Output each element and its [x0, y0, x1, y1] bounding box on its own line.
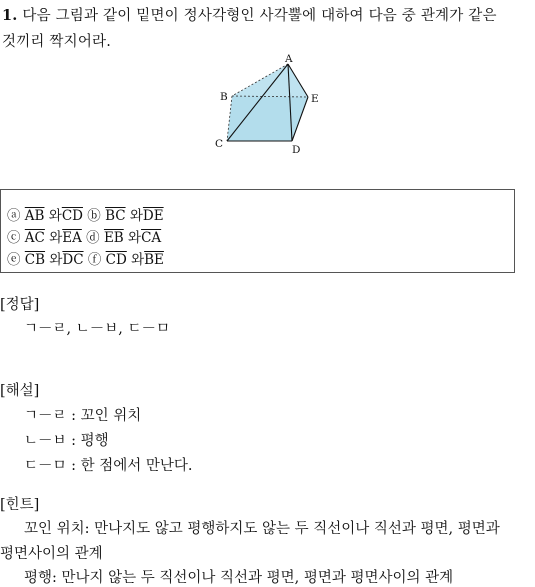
question-text-1: 다음 그림과 같이 밑면이 정사각형인 사각뿔에 대하여 다음 중 관계가 같은: [22, 8, 497, 24]
explanation-line-3: ㄷ－ㅁ : 한 점에서 만난다.: [24, 458, 193, 474]
segment-label: $\overline{DC}$: [62, 252, 84, 268]
segment-label: $\overline{AC}$: [24, 230, 45, 246]
question-number: 1.: [2, 7, 18, 24]
choice-mark: ⓕ: [87, 252, 102, 268]
choice-mark: ⓒ: [7, 230, 21, 246]
answer-title: [정답]: [0, 297, 40, 313]
segment-label: $\overline{EA}$: [62, 230, 82, 246]
segment-label: $\overline{BE}$: [144, 252, 164, 268]
vertex-label-a: A: [285, 53, 293, 65]
choice-join: 와: [49, 230, 63, 246]
vertex-label-b: B: [220, 91, 228, 103]
explanation-title: [해설]: [0, 383, 40, 399]
segment-label: $\overline{CD}$: [105, 252, 127, 268]
choice-join: 와: [129, 208, 143, 224]
question-line-2: 것끼리 짝지어라.: [2, 34, 112, 50]
choice-join: 와: [49, 252, 63, 268]
choices-box: [0, 189, 515, 273]
choice-mark: ⓑ: [87, 208, 101, 224]
segment-label: $\overline{CD}$: [61, 208, 83, 224]
hint-title: [힌트]: [0, 497, 40, 513]
choice-mark: ⓐ: [7, 208, 21, 224]
segment-label: $\overline{CB}$: [24, 252, 46, 268]
hint-line-1: 꼬인 위치: 만나지도 않고 평행하지도 않는 두 직선이나 직선과 평면, 평면과: [24, 521, 500, 537]
choice-row-2: [7, 226, 161, 246]
segment-label: $\overline{AB}$: [24, 208, 45, 224]
segment-label: $\overline{DE}$: [142, 208, 164, 224]
choice-row-1: [7, 204, 164, 224]
pyramid-figure: [200, 52, 330, 162]
answer-text: ㄱ－ㄹ, ㄴ－ㅂ, ㄷ－ㅁ: [24, 321, 170, 337]
hint-line-2: 평면사이의 관계: [0, 546, 103, 562]
explanation-line-2: ㄴ－ㅂ : 평행: [24, 433, 109, 449]
vertex-label-c: C: [215, 138, 224, 150]
segment-label: $\overline{CA}$: [141, 230, 162, 246]
choice-row-3: [7, 248, 164, 268]
choice-join: 와: [48, 208, 62, 224]
pyramid-base-shade: [227, 96, 308, 141]
question-line-1: [2, 4, 497, 25]
vertex-label-e: E: [311, 93, 319, 105]
explanation-line-1: ㄱ－ㄹ : 꼬인 위치: [24, 408, 142, 424]
choice-mark: ⓔ: [7, 252, 21, 268]
choice-join: 와: [128, 230, 142, 246]
choice-join: 와: [131, 252, 145, 268]
vertex-label-d: D: [292, 144, 301, 156]
segment-label: $\overline{BC}$: [105, 208, 126, 224]
choice-mark: ⓓ: [86, 230, 100, 246]
segment-label: $\overline{EB}$: [103, 230, 124, 246]
hint-line-3: 평행: 만나지 않는 두 직선이나 직선과 평면, 평면과 평면사이의 관계: [24, 570, 454, 586]
